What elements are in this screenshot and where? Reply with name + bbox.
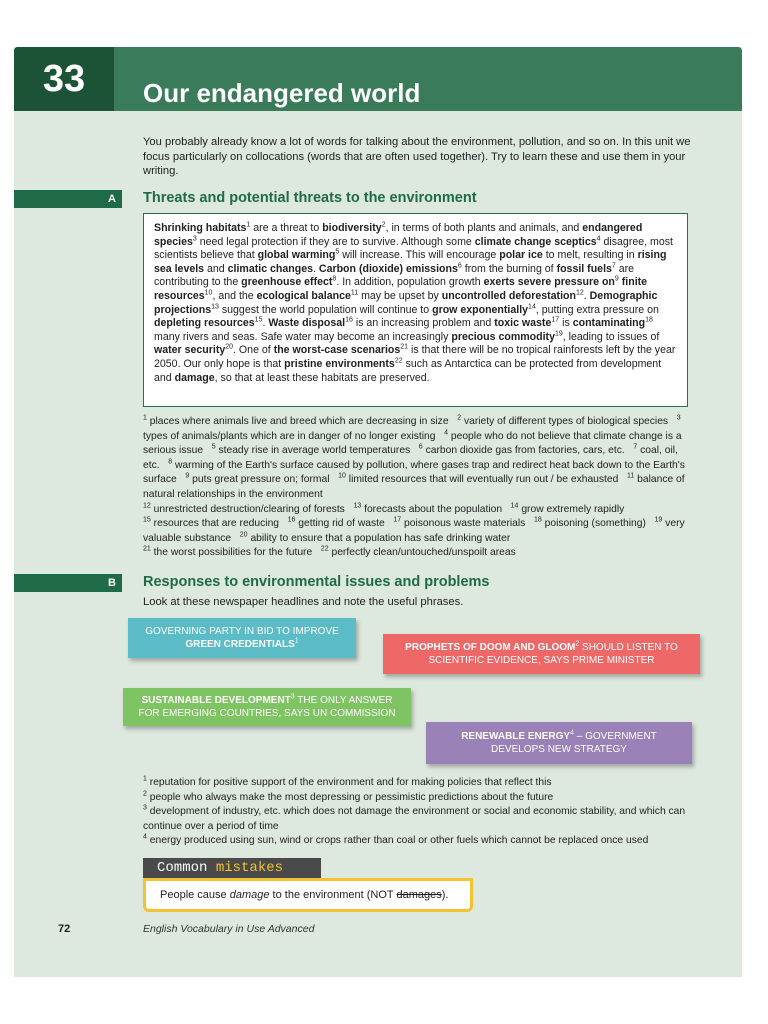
unit-number: 33	[14, 47, 114, 111]
note-item: $^4$ energy produced using sun, wind or crops rather than coal or other fuels which cannot be replaced once used	[143, 833, 649, 847]
section-a-text-box: Shrinking habitats$^1$ are a threat to biodiversity$^2$, in terms of both plants and animals, and endangered species$^3$ need legal protection if they are to survive. Although some climate change sceptics$^4$ disagree, most scientists believe that global warming$^5$ will increase. This will encourage polar ice to melt, resulting in rising sea levels and climatic changes. Carbon (dioxide) emissions$^6$ from the burning of fossil fuels$^7$ are contributing to the greenhouse effect$^8$. In addition, population growth exerts severe pressure $on^9$ finite resources$^{10}$, and the ecological balance$^{11}$ may be upset by uncontrolled deforestation$^{12}$. Demographic projections$^{13}$ suggest the world population will continue to grow exponentially$^{14}$, putting extra pressure on depleting resources$^{15}$. Waste disposal$^{16}$ is an increasing problem and toxic waste$^{17}$ is contaminating$^{18}$ many rivers and seas. Safe water may become an increasingly precious commodity$^{19}$, leading to issues of water security$^{20}$. One of the worst-case scenarios$^{21}$ is that there will be no tropical rainforests left by the year 2050. Our only hope is that pristine environments$^{22}$ such as Antarctica can be protected from development and damage, so that at least these habitats are preserved.	[143, 213, 688, 407]
book-title: English Vocabulary in Use Advanced	[143, 923, 315, 935]
section-a-title: Threats and potential threats to the environment	[143, 190, 477, 206]
page-number: 72	[58, 923, 71, 935]
headline-renewable-energy: RENEWABLE ENERGY$^4$ – GOVERNMENT DEVELOPS NEW STRATEGY	[426, 722, 692, 764]
note-item: $^2$ people who always make the most depressing or pessimistic predictions about the future	[143, 790, 554, 803]
common-mistakes-box: People cause damage to the environment (NOT damages).	[143, 878, 473, 912]
intro-paragraph: You probably already know a lot of words for talking about the environment, pollution, and so on. In this unit we focus particularly on collocations (words that are often used together). Try to learn these and use them in your writing.	[143, 136, 691, 177]
section-a-tab: A	[14, 190, 122, 208]
section-b-title: Responses to environmental issues and problems	[143, 574, 490, 590]
common-mistakes-label: Common mistakes	[143, 858, 321, 878]
section-a-glossary: $^1$ places where animals live and breed which are decreasing in size $^2$ variety of different types of biological species $^3$ types of animals/plants which are in danger of no longer existing $^4$ people who do not believe that climate change is a serious issue $^5$ steady rise in average world temperatures $^6$ carbon dioxide gas from factories, cars, etc. $^7$ coal, oil, etc. $^8$ warming of the Earth's surface caused by pollution, where gases trap and redirect heat back down to the Earth's surface $^9$ puts great pressure on; formal $^{10}$ limited resources that will eventually run out / be exhausted $^{11}$ balance of natural relationships in the environment $^{12}$ unrestricted destruction/clearing of forests $^{13}$ forecasts about the population $^{14}$ grow extremely rapidly $^{15}$ resources that are reducing $^{16}$ getting rid of waste $^{17}$ poisonous waste materials $^{18}$ poisoning (something) $^{19}$ very valuable substance $^{20}$ ability to ensure that a population has safe drinking water $^{21}$ the worst possibilities for the future $^{22}$ perfectly clean/untouched/unspoilt areas	[143, 414, 685, 559]
headline-green-credentials: GOVERNING PARTY IN BID TO IMPROVE GREEN CREDENTIALS$^1$	[128, 618, 356, 658]
note-item: $^3$ development of industry, etc. which does not damage the environment or social and economic stability, and which can continue over a period of time	[143, 804, 686, 832]
section-b-instruction: Look at these newspaper headlines and note the useful phrases.	[143, 596, 464, 608]
section-b-notes	[143, 776, 703, 849]
headline-prophets-of-doom: PROPHETS OF DOOM AND GLOOM$^2$ SHOULD LISTEN TO SCIENTIFIC EVIDENCE, SAYS PRIME MINISTER	[383, 634, 700, 674]
section-b-tab: B	[14, 574, 122, 592]
unit-title: Our endangered world	[143, 78, 421, 108]
headline-sustainable-development: SUSTAINABLE DEVELOPMENT$^3$ THE ONLY ANSWER FOR EMERGING COUNTRIES, SAYS UN COMMISSION	[123, 688, 411, 726]
note-item: $^1$ reputation for positive support of the environment and for making policies that reflect this	[143, 775, 552, 788]
